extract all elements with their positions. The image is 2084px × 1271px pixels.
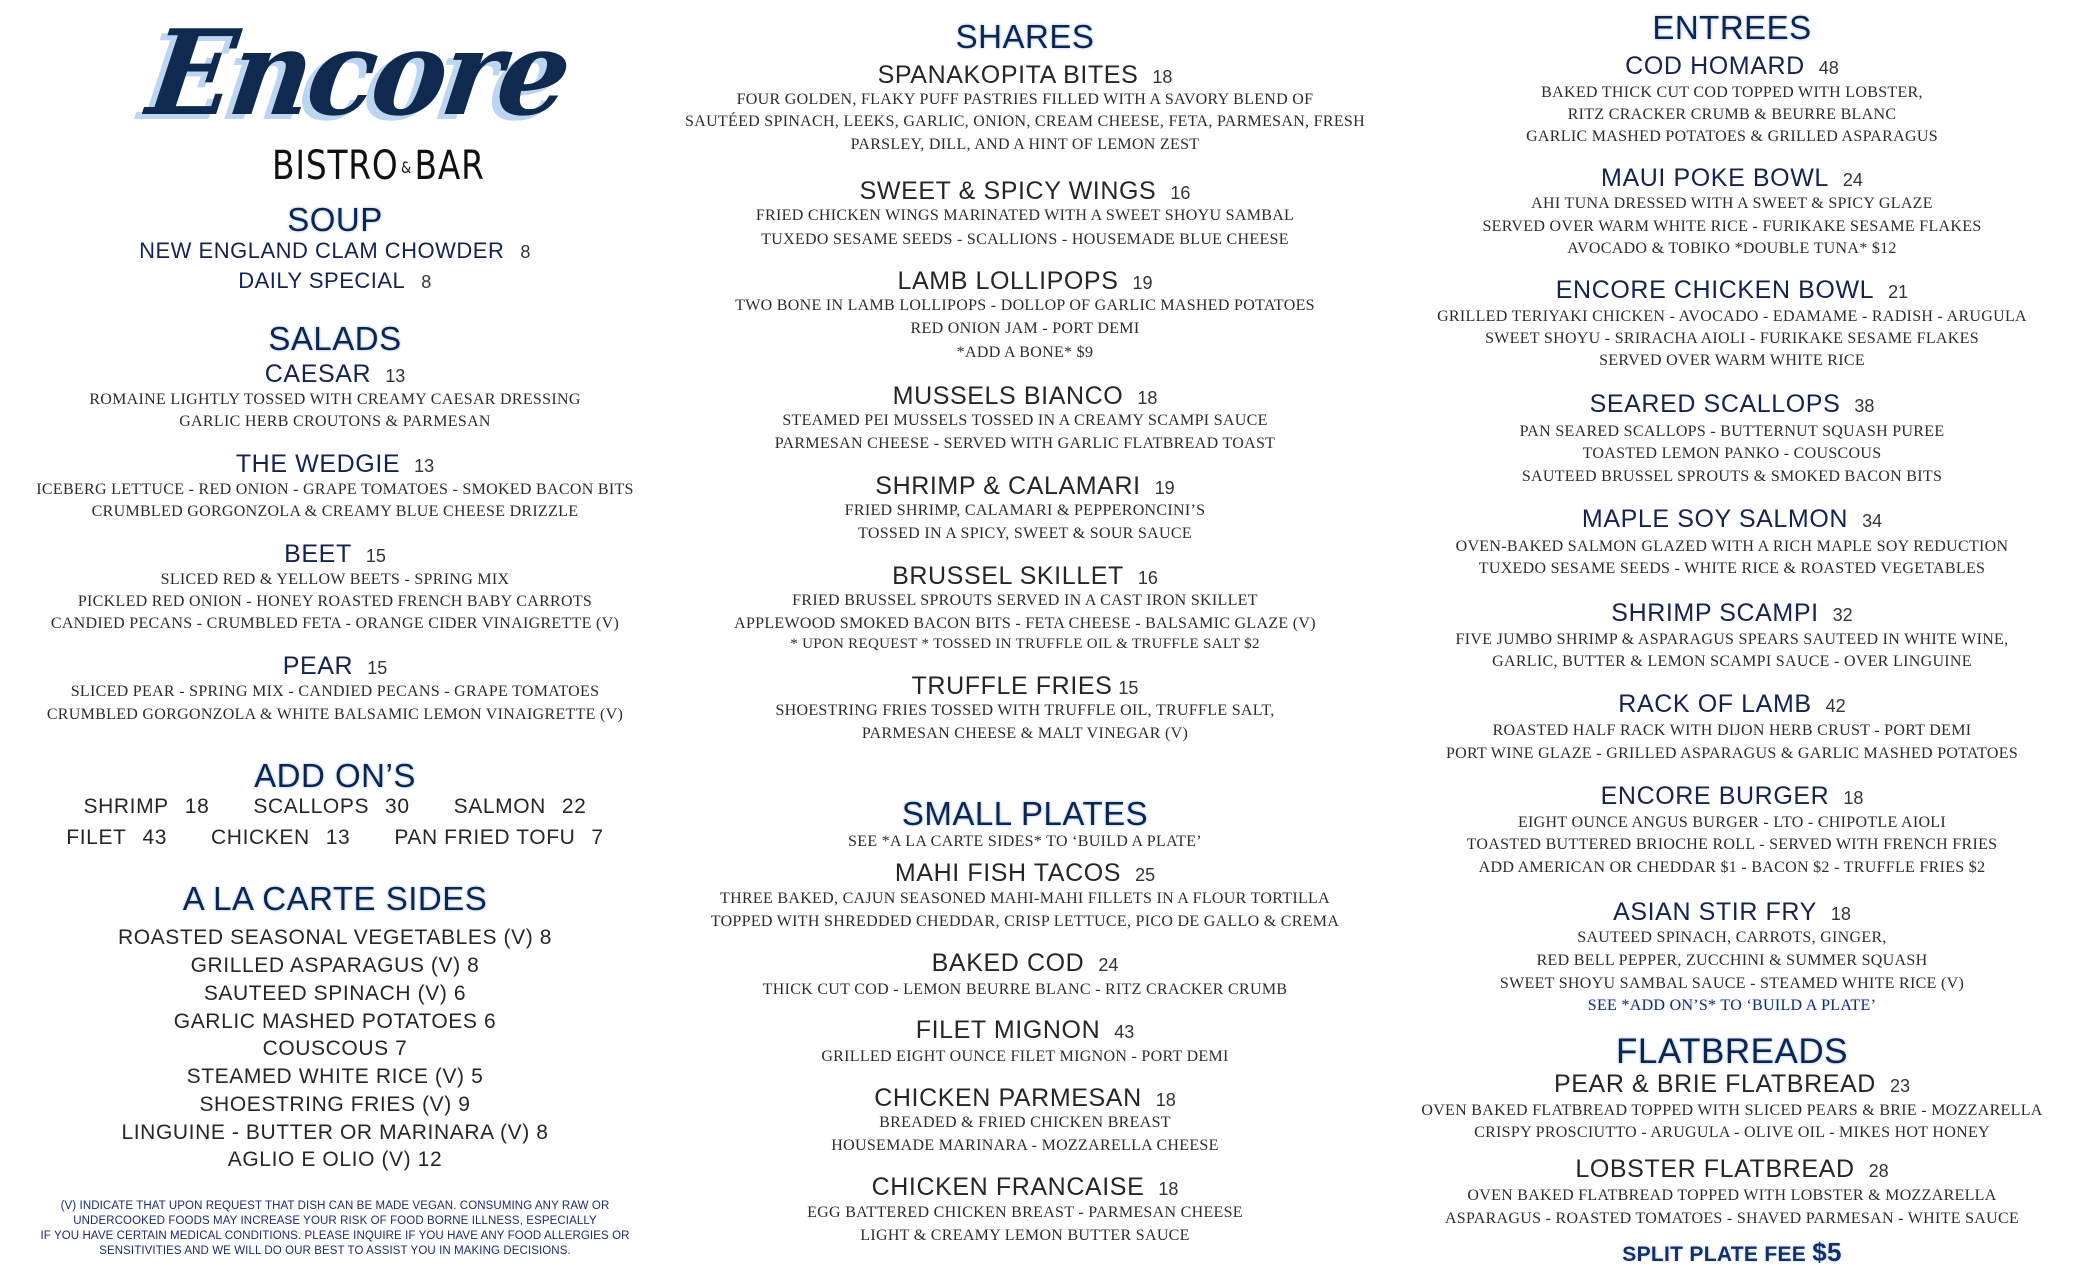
item-price: 32 [1832,605,1853,625]
menu-item-chicken-parmesan [630,1086,1420,1111]
section-heading-small-plates: SMALL PLATES [901,795,1149,832]
section-heading-flatbreads: FLATBREADS [1616,1032,1848,1071]
menu-item-the-wedgie [0,452,670,477]
item-price: 24 [1842,170,1863,190]
item-description: THREE BAKED, CAJUN SEASONED MAHI-MAHI FILLETS IN A FLOUR TORTILLA [720,890,1330,907]
item-description: PARSLEY, DILL, AND A HINT OF LEMON ZEST [850,136,1200,153]
item-price: 15 [1118,678,1139,698]
item-description: ASPARAGUS - ROASTED TOMATOES - SHAVED PARMESAN - WHITE SAUCE [1444,1210,2020,1227]
item-name: LAMB LOLLIPOPS [897,267,1119,295]
item-description: ROASTED HALF RACK WITH DIJON HERB CRUST - PORT DEMI [1492,722,1972,739]
menu-item-spanakopita [630,63,1420,88]
item-price: 25 [1135,865,1156,885]
item-description: SERVED OVER WARM WHITE RICE [1599,352,1865,369]
item-price: 38 [1854,396,1875,416]
item-description: TOPPED WITH SHREDDED CHEDDAR, CRISP LETTUCE, PICO DE GALLO & CREMA [710,913,1340,930]
addons-row-2 [0,827,670,848]
item-price: 18 [1843,788,1864,808]
item-description: TWO BONE IN LAMB LOLLIPOPS - DOLLOP OF GARLIC MASHED POTATOES [735,297,1315,314]
item-name: TRUFFLE FRIES [911,672,1113,700]
item-name: BEET [284,540,352,568]
split-plate-fee [1380,1239,2084,1265]
item-description: CRUMBLED GORGONZOLA & CREAMY BLUE CHEESE DRIZZLE [91,503,579,520]
item-name: SHRIMP & CALAMARI [875,472,1141,500]
split-fee-label: SPLIT PLATE FEE [1622,1243,1807,1266]
menu-item-shrimp-calamari [630,474,1420,499]
item-description: SLICED PEAR - SPRING MIX - CANDIED PECANS - GRAPE TOMATOES [70,683,600,700]
footnote-line: IF YOU HAVE CERTAIN MEDICAL CONDITIONS. PLEASE INQUIRE IF YOU HAVE ANY FOOD ALLERGIES OR [40,1230,630,1242]
item-description: THICK CUT COD - LEMON BEURRE BLANC - RITZ CRACKER CRUMB [762,981,1288,998]
item-price: 18 [1137,388,1158,408]
side-item: LINGUINE - BUTTER OR MARINARA (V) 8 [121,1121,549,1144]
item-description: FOUR GOLDEN, FLAKY PUFF PASTRIES FILLED WITH A SAVORY BLEND OF [736,91,1314,108]
side-item: SHOESTRING FRIES (V) 9 [199,1093,471,1116]
item-description: OVEN BAKED FLATBREAD TOPPED WITH SLICED PEARS & BRIE - MOZZARELLA [1421,1102,2043,1119]
item-description: SWEET SHOYU SAMBAL SAUCE - STEAMED WHITE RICE (V) [1499,975,1965,992]
item-price: 16 [1170,183,1191,203]
item-description: * UPON REQUEST * TOSSED IN TRUFFLE OIL & TRUFFLE SALT $2 [790,636,1260,652]
item-description: BAKED THICK CUT COD TOPPED WITH LOBSTER, [1541,84,1923,101]
item-description: FRIED SHRIMP, CALAMARI & PEPPERONCINI’S [844,502,1206,519]
item-description: SLICED RED & YELLOW BEETS - SPRING MIX [160,571,510,588]
item-name: COD HOMARD [1625,52,1805,80]
item-price: 18 [1152,67,1173,87]
item-description: STEAMED PEI MUSSELS TOSSED IN A CREAMY SCAMPI SAUCE [782,412,1268,429]
item-description: GARLIC MASHED POTATOES & GRILLED ASPARAGUS [1526,128,1938,145]
item-description: TUXEDO SESAME SEEDS - SCALLIONS - HOUSEMADE BLUE CHEESE [761,231,1289,248]
item-description: APPLEWOOD SMOKED BACON BITS - FETA CHEESE - BALSAMIC GLAZE (V) [734,615,1316,632]
section-heading-entrees: ENTREES [1652,9,1812,46]
footnote-line: SENSITIVITIES AND WE WILL DO OUR BEST TO ASSIST YOU IN MAKING DECISIONS. [99,1245,571,1257]
item-description: RED ONION JAM - PORT DEMI [910,320,1140,337]
item-name: SEARED SCALLOPS [1589,390,1841,418]
menu-item-baked-cod [630,951,1420,976]
item-description: ADD AMERICAN OR CHEDDAR $1 - BACON $2 - TRUFFLE FRIES $2 [1478,859,1986,876]
item-name: ENCORE CHICKEN BOWL [1555,276,1875,304]
item-description: RITZ CRACKER CRUMB & BEURRE BLANC [1567,106,1897,123]
item-description: TOASTED BUTTERED BRIOCHE ROLL - SERVED WITH FRENCH FRIES [1466,836,1998,853]
split-fee-amount: $5 [1812,1237,1842,1267]
item-description: SERVED OVER WARM WHITE RICE - FURIKAKE SESAME FLAKES [1482,218,1982,235]
item-description: SAUTEED BRUSSEL SPROUTS & SMOKED BACON BITS [1521,468,1943,485]
side-item: GARLIC MASHED POTATOES 6 [173,1010,497,1033]
menu-item-caesar [0,362,670,387]
item-price: 23 [1889,1076,1910,1096]
section-heading-sides: A LA CARTE SIDES [182,880,488,917]
addon-price: 7 [591,826,604,849]
side-item: SAUTEED SPINACH (V) 6 [203,982,467,1005]
addon-name: CHICKEN [211,826,310,849]
addon-price: 22 [561,795,587,818]
item-description: LIGHT & CREAMY LEMON BUTTER SAUCE [860,1227,1190,1244]
addons-row-1 [0,796,670,817]
item-name: SWEET & SPICY WINGS [859,177,1157,205]
logo-bar: BAR [414,143,485,189]
menu-item-truffle-fries [630,674,1420,699]
item-name: MAPLE SOY SALMON [1581,505,1849,533]
item-name: CHICKEN PARMESAN [874,1084,1142,1112]
item-description: CRISPY PROSCIUTTO - ARUGULA - OLIVE OIL - MIKES HOT HONEY [1474,1124,1990,1141]
menu-item-brussel-skillet [630,564,1420,589]
item-description: OVEN-BAKED SALMON GLAZED WITH A RICH MAPLE SOY REDUCTION [1455,538,2009,555]
addon-name: SHRIMP [83,795,169,818]
item-description: PICKLED RED ONION - HONEY ROASTED FRENCH BABY CARROTS [77,593,593,610]
menu-item-mahi-fish-tacos [630,861,1420,886]
left-column [0,0,670,1271]
item-description: SHOESTRING FRIES TOSSED WITH TRUFFLE OIL, TRUFFLE SALT, [775,702,1275,719]
item-price: 18 [1155,1090,1176,1110]
item-description: SWEET SHOYU - SRIRACHA AIOLI - FURIKAKE SESAME FLAKES [1485,330,1979,347]
item-name: MAUI POKE BOWL [1601,164,1829,192]
item-description: TUXEDO SESAME SEEDS - WHITE RICE & ROASTED VEGETABLES [1478,560,1986,577]
item-name: SHRIMP SCAMPI [1611,599,1819,627]
menu-item-mussels-bianco [630,384,1420,409]
menu-item-seared-scallops [1380,392,2084,417]
menu-item-clam-chowder [0,240,670,262]
item-price: 18 [1158,1179,1179,1199]
item-description: PARMESAN CHEESE & MALT VINEGAR (V) [861,725,1189,742]
item-description: ROMAINE LIGHTLY TOSSED WITH CREAMY CAESAR DRESSING [89,391,581,408]
addon-price: 13 [325,826,351,849]
side-item: AGLIO E OLIO (V) 12 [227,1148,443,1171]
menu-item-chicken-francaise [630,1175,1420,1200]
small-plates-note: SEE *A LA CARTE SIDES* TO ‘BUILD A PLATE’ [848,833,1202,850]
logo-wordmark: Encore [140,4,576,143]
item-name: CHICKEN FRANCAISE [871,1173,1145,1201]
menu-item-pear-brie-flatbread [1380,1072,2084,1097]
addon-price: 30 [385,795,410,818]
right-column [1380,0,2084,1271]
addon-price: 18 [184,795,210,818]
item-name: MUSSELS BIANCO [892,382,1124,410]
item-description: FIVE JUMBO SHRIMP & ASPARAGUS SPEARS SAUTEED IN WHITE WINE, [1455,631,2009,648]
side-item: COUSCOUS 7 [262,1037,408,1060]
section-heading-soup: SOUP [287,201,383,238]
item-name: NEW ENGLAND CLAM CHOWDER [139,238,505,263]
item-description: EGG BATTERED CHICKEN BREAST - PARMESAN CHEESE [807,1204,1243,1221]
item-name: THE WEDGIE [235,450,401,478]
item-description: TOSSED IN A SPICY, SWEET & SOUR SAUCE [858,525,1192,542]
item-description: AHI TUNA DRESSED WITH A SWEET & SPICY GLAZE [1531,195,1933,212]
item-price: 48 [1818,58,1839,78]
item-price: 34 [1862,511,1883,531]
item-name: ASIAN STIR FRY [1613,898,1817,926]
item-description: GRILLED TERIYAKI CHICKEN - AVOCADO - EDAMAME - RADISH - ARUGULA [1437,308,2027,325]
section-heading-shares: SHARES [955,18,1095,55]
item-name: SPANAKOPITA BITES [877,61,1139,89]
menu-item-asian-stir-fry [1380,900,2084,925]
item-price: 24 [1098,955,1119,975]
item-name: DAILY SPECIAL [238,268,406,293]
logo-bistro: BISTRO [272,143,399,189]
addon-name: SALMON [453,795,546,818]
item-name: LOBSTER FLATBREAD [1575,1155,1855,1183]
item-description: ICEBERG LETTUCE - RED ONION - GRAPE TOMATOES - SMOKED BACON BITS [36,481,634,498]
item-price: 8 [520,242,531,262]
item-description: GRILLED EIGHT OUNCE FILET MIGNON - PORT DEMI [821,1048,1229,1065]
section-heading-salads: SALADS [268,320,402,357]
menu-item-filet-mignon [630,1018,1420,1043]
item-name: PEAR & BRIE FLATBREAD [1554,1070,1876,1098]
item-price: 21 [1888,282,1909,302]
item-price: 13 [385,366,406,386]
item-name: BAKED COD [931,949,1085,977]
menu-item-daily-special [0,270,670,292]
item-description: EIGHT OUNCE ANGUS BURGER - LTO - CHIPOTLE AIOLI [1517,814,1947,831]
item-price: 28 [1868,1161,1889,1181]
item-name: CAESAR [264,360,372,388]
menu-item-lamb-lollipops [630,269,1420,294]
item-description: SAUTEED SPINACH, CARROTS, GINGER, [1577,929,1887,946]
menu-item-cod-homard [1380,54,2084,79]
item-description: GARLIC HERB CROUTONS & PARMESAN [179,413,491,430]
addon-name: PAN FRIED TOFU [394,826,576,849]
build-a-plate-note: SEE *ADD ON’S* TO ‘BUILD A PLATE’ [1587,997,1877,1014]
item-name: RACK OF LAMB [1618,690,1812,718]
menu-item-sweet-spicy-wings [630,179,1420,204]
item-price: 43 [1114,1022,1135,1042]
item-name: PEAR [282,652,354,680]
item-description: PORT WINE GLAZE - GRILLED ASPARAGUS & GARLIC MASHED POTATOES [1445,745,2019,762]
menu-item-rack-of-lamb [1380,692,2084,717]
item-price: 16 [1137,568,1158,588]
item-price: 15 [365,546,386,566]
menu-item-lobster-flatbread [1380,1157,2084,1182]
item-description: BREADED & FRIED CHICKEN BREAST [879,1114,1171,1131]
item-price: 15 [367,658,388,678]
menu-item-maple-soy-salmon [1380,507,2084,532]
item-name: BRUSSEL SKILLET [892,562,1124,590]
menu-item-maui-poke-bowl [1380,166,2084,191]
menu-item-pear [0,654,670,679]
footnote-line: UNDERCOOKED FOODS MAY INCREASE YOUR RISK OF FOOD BORNE ILLNESS, ESPECIALLY [73,1215,597,1227]
menu-item-shrimp-scampi [1380,601,2084,626]
item-name: FILET MIGNON [915,1016,1101,1044]
logo-ampersand: & [401,158,413,177]
item-description: CANDIED PECANS - CRUMBLED FETA - ORANGE CIDER VINAIGRETTE (V) [50,615,620,632]
menu-item-encore-chicken-bowl [1380,278,2084,303]
item-description: GARLIC, BUTTER & LEMON SCAMPI SAUCE - OVER LINGUINE [1492,653,1972,670]
footnote-line: (V) INDICATE THAT UPON REQUEST THAT DISH CAN BE MADE VEGAN. CONSUMING ANY RAW OR [60,1200,610,1212]
addon-name: FILET [66,826,127,849]
menu-item-encore-burger [1380,784,2084,809]
item-description: CRUMBLED GORGONZOLA & WHITE BALSAMIC LEMON VINAIGRETTE (V) [46,706,624,723]
item-description: PAN SEARED SCALLOPS - BUTTERNUT SQUASH PUREE [1519,423,1945,440]
item-description: OVEN BAKED FLATBREAD TOPPED WITH LOBSTER & MOZZARELLA [1467,1187,1997,1204]
item-price: 18 [1830,904,1851,924]
item-price: 19 [1154,478,1175,498]
addon-price: 43 [142,826,168,849]
item-price: 13 [414,456,435,476]
item-description: AVOCADO & TOBIKO *DOUBLE TUNA* $12 [1567,240,1897,257]
item-description: FRIED CHICKEN WINGS MARINATED WITH A SWEET SHOYU SAMBAL [755,207,1295,224]
item-description: HOUSEMADE MARINARA - MOZZARELLA CHEESE [831,1137,1219,1154]
item-description: SAUTÉED SPINACH, LEEKS, GARLIC, ONION, CREAM CHEESE, FETA, PARMESAN, FRESH [685,113,1365,130]
section-heading-addons: ADD ON’S [254,757,416,794]
item-price: 8 [421,272,432,292]
side-item: STEAMED WHITE RICE (V) 5 [186,1065,484,1088]
addon-name: SCALLOPS [253,795,370,818]
side-item: ROASTED SEASONAL VEGETABLES (V) 8 [117,926,553,949]
item-price: 19 [1132,273,1153,293]
item-description: TOASTED LEMON PANKO - COUSCOUS [1582,445,1882,462]
menu-item-beet [0,542,670,567]
item-name: MAHI FISH TACOS [894,859,1122,887]
item-description: PARMESAN CHEESE - SERVED WITH GARLIC FLATBREAD TOAST [774,435,1276,452]
middle-column [630,0,1420,1271]
item-price: 42 [1825,696,1846,716]
item-description: FRIED BRUSSEL SPROUTS SERVED IN A CAST IRON SKILLET [792,592,1258,609]
item-description: RED BELL PEPPER, ZUCCHINI & SUMMER SQUASH [1536,952,1928,969]
item-description: *ADD A BONE* $9 [956,344,1094,361]
side-item: GRILLED ASPARAGUS (V) 8 [190,954,480,977]
item-name: ENCORE BURGER [1600,782,1830,810]
